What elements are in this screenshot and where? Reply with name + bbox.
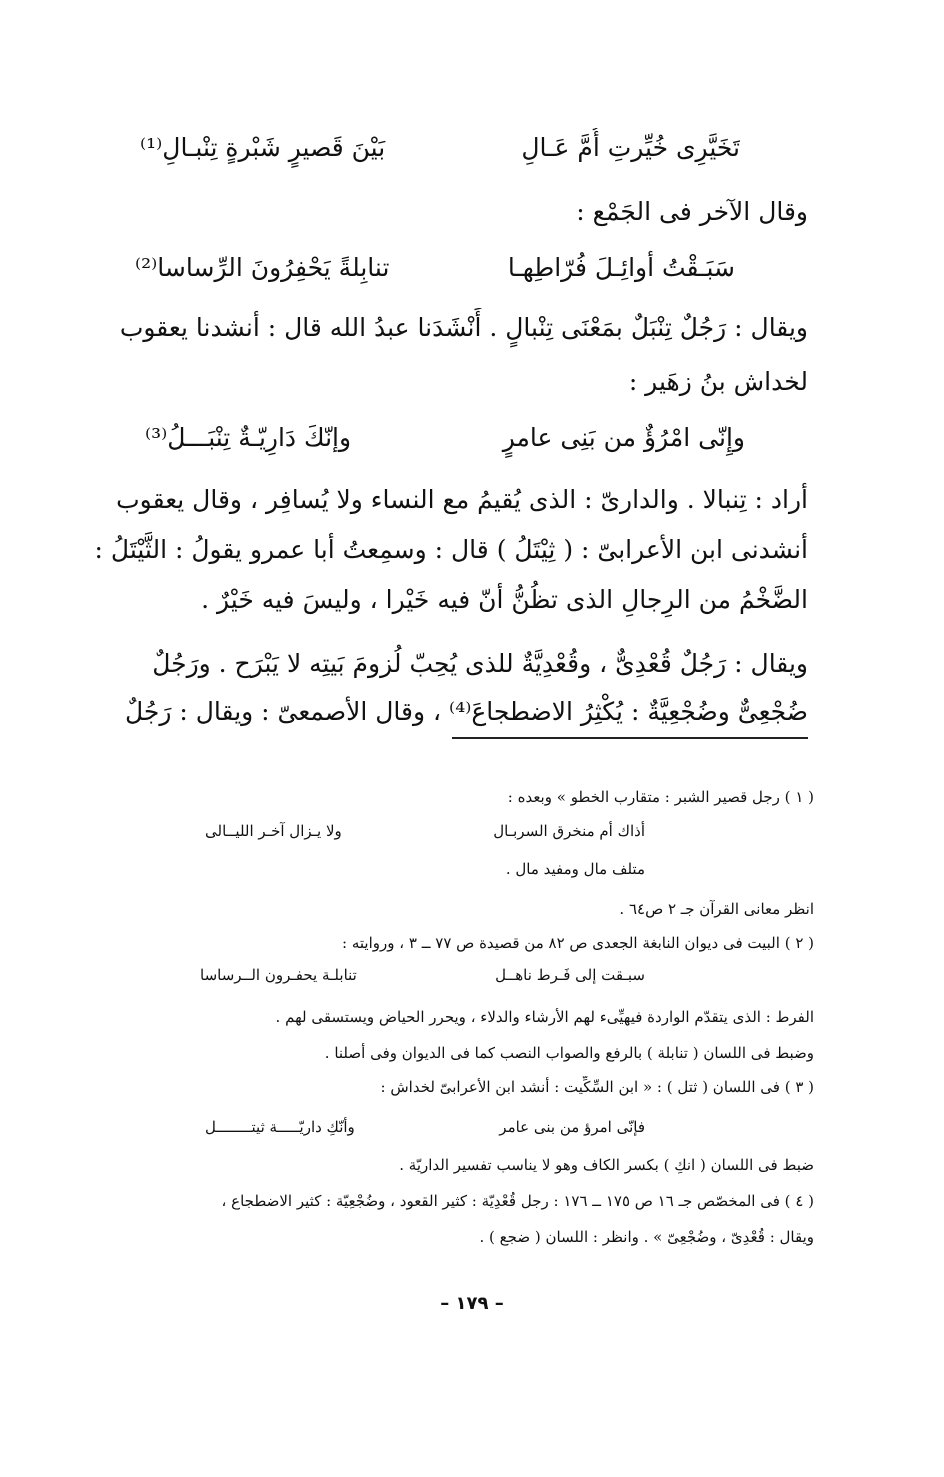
verse-1-first-hemistich: تَخَيَّرِى خُيِّرتِ أُمَّ عَـالِ	[521, 133, 740, 162]
footnote-2-verse-first: سبـقت إلى فَـرط ناهــل	[495, 966, 645, 984]
verse-3-second-hemistich: وإنّكَ دَارِيّـةٌ تِنْبَـــلُ⁽³⁾	[145, 423, 352, 452]
verse-3	[145, 418, 745, 462]
footnote-1-verse-second: ولا يـزال آخـر الليــالى	[205, 822, 342, 840]
footnote-1-verse	[205, 820, 645, 844]
text-line-7: ويقال : رَجُلٌ قُعْدِىٌّ ، وقُعْدِيَّةٌ للذى يُحِبّ لُزومَ بَيتِه لا يَبْرَح . ورَجُلٌ	[152, 649, 808, 678]
verse-2	[135, 248, 735, 292]
text-line-4: أراد : تِنبالا . والدارىّ : الذى يُقيمُ مع النساء ولا يُسافِر ، وقال يعقوب	[116, 485, 808, 514]
text-line-8: ضُجْعِىٌّ وضُجْعِيَّةٌ : يُكْثِرُ الاضطجاعَ⁽⁴⁾ ، وقال الأصمعىّ : ويقال : رَجُلٌ	[124, 697, 808, 726]
verse-2-first-hemistich: سَبَـقْتُ أوائِـلَ فُرّاطِهـا	[507, 253, 735, 282]
verse-1	[140, 128, 740, 172]
verse-3-first-hemistich: وإِنّى امْرُؤٌ من بَنِى عامرٍ	[502, 423, 745, 452]
footnote-3-verse	[205, 1116, 645, 1140]
verse-1-second-hemistich: بَيْنَ قَصيرٍ شَبْرةٍ تِنْبـالِ⁽¹⁾	[140, 133, 386, 162]
footnote-separator	[452, 737, 808, 739]
footnote-2-line: ( ٢ ) البيت فى ديوان النابغة الجعدى ص ٨٢ من قصيدة ص ٧٧ ــ ٣ ، وروايته :	[342, 934, 814, 952]
footnote-2-text-a: الفرط : الذى يتقدّم الواردة فيهيِّىء لهم الأرشاء والدلاء ، ويحرر الحياض ويستسقى لهم .	[275, 1008, 814, 1026]
text-line-5: أنشدنى ابن الأعرابىّ : ( ثِيْتَلُ ) قال : وسمِعتُ أبا عمرو يقولُ : الثَّيْتَلُ :	[94, 535, 808, 564]
footnote-3-text: ضبط فى اللسان ( انكِ ) بكسر الكاف وهو لا يناسب تفسير الداريّة .	[399, 1156, 814, 1174]
page-number: – ١٧٩ –	[440, 1293, 504, 1314]
footnote-3-verse-first: فإنّى امرؤ من بنى عامر	[499, 1118, 645, 1136]
text-line-3: لخداش بنُ زهَير :	[628, 367, 808, 396]
footnote-4-line: ( ٤ ) فى المخصّص جـ ١٦ ص ١٧٥ ــ ١٧٦ : رجل قُعْدِيّة : كثير القعود ، وضُجْعِيّة : كثير الاضطجاع ،	[221, 1192, 814, 1210]
footnote-2-verse-second: تنابلـة يحفـرون الــرساسا	[200, 966, 357, 984]
footnote-1-line: ( ١ ) رجل قصير الشبر : متقارب الخطو » وبعده :	[507, 788, 814, 806]
verse-2-second-hemistich: تنابِلةً يَحْفِرُونَ الرِّساسا⁽²⁾	[135, 253, 390, 282]
footnote-2-text-b: وضبط فى اللسان ( تنابلة ) بالرفع والصواب النصب كما فى الديوان وفى أصلنا .	[324, 1044, 814, 1062]
footnote-2-verse	[200, 964, 645, 988]
footnote-1-reference: انظر معانى القرآن جـ ٢ ص٦٤ .	[619, 900, 814, 918]
footnote-3-line: ( ٣ ) فى اللسان ( ثتل ) : « ابن السِّكِّيت : أنشد ابن الأعرابىّ لخداش :	[380, 1078, 814, 1096]
text-line-1: وقال الآخر فى الجَمْع :	[576, 197, 808, 226]
text-line-2: ويقال : رَجُلٌ تِنْبَلٌ بمَعْنَى تِنْبالٍ . أَنْشَدَنا عبدُ الله قال : أنشدنا يعقوب	[119, 313, 808, 342]
footnote-1-verse-first: أذاك أم منخرق السربـال	[493, 822, 645, 840]
text-line-6: الضَّخْمُ من الرِجالِ الذى تظُنُّ أنّ فيه خَيْرا ، وليسَ فيه خَيْرٌ .	[201, 585, 808, 614]
footnote-4-continuation: ويقال : قُعْدِىّ ، وضُجْعِىّ » . وانظر : اللسان ( ضجع ) .	[479, 1228, 814, 1246]
footnote-1-continuation: متلف مال ومفيد مال .	[505, 860, 645, 878]
footnote-3-verse-second: وأنّكِ داريّـــــة ثيتــــــــل	[205, 1118, 355, 1136]
